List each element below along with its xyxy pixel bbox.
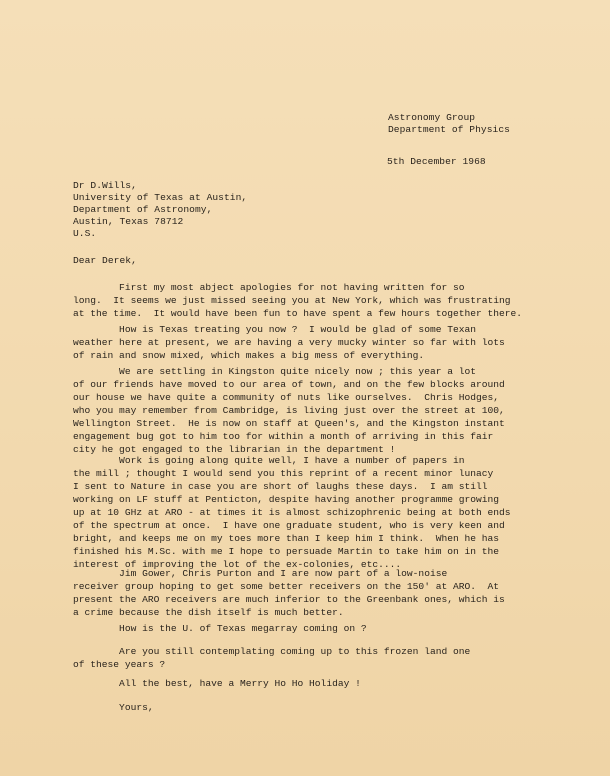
- letterhead-group: Astronomy Group: [388, 112, 476, 123]
- salutation: Dear Derek,: [73, 255, 137, 266]
- paragraph-receiver-group: Jim Gower, Chris Purton and I are now part of a low-noise receiver group hoping to get some better receivers on the 150' at ARO. At present the ARO receivers are much inferior to the Greenbank ones, which is a crime because the dish itself is much better.: [73, 568, 505, 618]
- paragraph-holiday: All the best, have a Merry Ho Ho Holiday !: [73, 678, 361, 689]
- paragraph-apologies: First my most abject apologies for not having written for so long. It seems we just missed seeing you at New York, which was frustrating at the time. It would have been fun to have spent a few hours together there.: [73, 282, 523, 319]
- paragraph-kingston: We are settling in Kingston quite nicely now ; this year a lot of our friends have moved to our area of town, and on the few blocks around our house we have quite a community of nuts like ourselves. Chris Hodges, who you may remember from Cambridge, is living just over the street at 100, Wellington Street. He is now on staff at Queen's, and the Kingston instant engagement bug got to him too for within a month of arriving in this fair city he got engaged to the librarian in the department !: [73, 366, 505, 455]
- letterhead-department: Department of Physics: [388, 124, 510, 135]
- recipient-line: Department of Astronomy,: [73, 204, 213, 215]
- letter-date: 5th December 1968: [387, 156, 486, 167]
- paragraph-work: Work is going along quite well, I have a number of papers in the mill ; thought I would send you this reprint of a recent minor lunacy I sent to Nature in case you are short of laughs these days. I am still working on LF stuff at Penticton, despite having another programme growing up at 10 GHz at ARO - at times it is almost schizophrenic being at both ends of the spectrum at once. I have one graduate student, who is very keen and bright, and keeps me on my toes more than I keep him I think. When he has finished his M.Sc. with me I hope to persuade Martin to take him on in the interest of improving the lot of the ex-colonies, etc....: [73, 455, 511, 570]
- paragraph-frozen-land: Are you still contemplating coming up to this frozen land one of these years ?: [73, 646, 471, 670]
- paragraph-megarray: How is the U. of Texas megarray coming on ?: [73, 623, 367, 634]
- paragraph-texas-weather: How is Texas treating you now ? I would be glad of some Texan weather here at present, we are having a very mucky winter so far with lots of rain and snow mixed, which makes a big mess of everything.: [73, 324, 505, 361]
- recipient-line: Austin, Texas 78712: [73, 216, 184, 227]
- recipient-line: Dr D.Wills,: [73, 180, 137, 191]
- recipient-line: U.S.: [73, 228, 97, 239]
- closing: Yours,: [73, 702, 154, 713]
- recipient-line: University of Texas at Austin,: [73, 192, 248, 203]
